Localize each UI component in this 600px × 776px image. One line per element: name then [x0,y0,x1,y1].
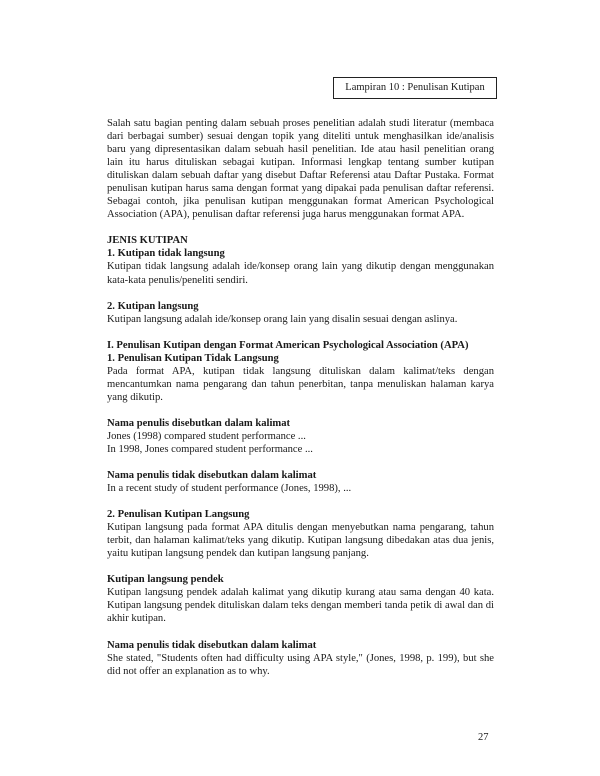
document-body [107,117,494,678]
section-heading-jenis: JENIS KUTIPAN [107,235,188,247]
subheading-nama-disebutkan: Nama penulis disebutkan dalam kalimat [107,417,291,429]
subheading-nama-tidak-disebutkan: Nama penulis tidak disebutkan dalam kalimat [107,470,317,482]
section-heading-apa: I. Penulisan Kutipan dengan Format American Psychological Association (APA) [107,339,469,351]
paragraph-kutipan-tidak-langsung: Kutipan tidak langsung adalah ide/konsep orang lain yang dikutip dengan menggunakan kata-kata penulis/peneliti sendiri. [107,261,494,286]
intro-paragraph: Salah satu bagian penting dalam sebuah proses penelitian adalah studi literatur (membaca dari berbagai sumber) sesuai dengan topik yang diteliti untuk menghasilkan ide/analisis baru yang dipresentasikan dalam sebuah hasil penelitian. Ide atau hasil penelitian orang lain itu harus dituliskan sebagai kutipan. Informasi lengkap tentang sumber kutipan dituliskan dalam sebuah daftar yang disebut Daftar Referensi atau Daftar Pustaka. Format penulisan kutipan harus sama dengan format yang dipakai pada penulisan daftar referensi. Sebagai contoh, jika penulisan kutipan menggunakan format American Psychological Association (APA), penulisan daftar referensi juga harus menggunakan format APA. [107,118,494,221]
example-paragraph: She stated, "Students often had difficulty using APA style," (Jones, 1998, p. 199), but she did not offer an explanation as to why. [107,652,494,677]
paragraph-kutipan-langsung: Kutipan langsung adalah ide/konsep orang lain yang disalin sesuai dengan aslinya. [107,313,458,325]
subheading-apa-langsung: 2. Penulisan Kutipan Langsung [107,509,250,521]
page-number: 27 [478,732,489,743]
appendix-label: Lampiran 10 : Penulisan Kutipan [333,77,497,99]
subheading-kutipan-pendek: Kutipan langsung pendek [107,574,224,586]
paragraph-kutipan-pendek: Kutipan langsung pendek adalah kalimat yang dikutip kurang atau sama dengan 40 kata. Kutipan langsung pendek dituliskan dalam teks dengan memberi tanda petik di awal dan di akhir kutipan. [107,587,494,625]
paragraph-apa-tidak-langsung: Pada format APA, kutipan tidak langsung dituliskan dalam kalimat/teks dengan mencantumkan nama pengarang dan tahun penerbitan, tanpa menuliskan halaman karya yang dikutip. [107,365,494,403]
subheading-kutipan-langsung: 2. Kutipan langsung [107,300,199,312]
subheading-nama-tidak-disebutkan-2: Nama penulis tidak disebutkan dalam kalimat [107,639,317,651]
example-line: In a recent study of student performance (Jones, 1998), ... [107,483,352,495]
example-line: In 1998, Jones compared student performance ... [107,443,313,455]
paragraph-apa-langsung: Kutipan langsung pada format APA ditulis dengan menyebutkan nama pengarang, tahun terbit, dan halaman kalimat/teks yang dikutip. Kutipan langsung dibedakan atas dua jenis, yaitu kutipan langsung pendek dan kutipan langsung panjang. [107,522,494,560]
subheading-apa-tidak-langsung: 1. Penulisan Kutipan Tidak Langsung [107,352,279,364]
subheading-kutipan-tidak-langsung: 1. Kutipan tidak langsung [107,248,225,260]
example-line: Jones (1998) compared student performance ... [107,430,306,442]
